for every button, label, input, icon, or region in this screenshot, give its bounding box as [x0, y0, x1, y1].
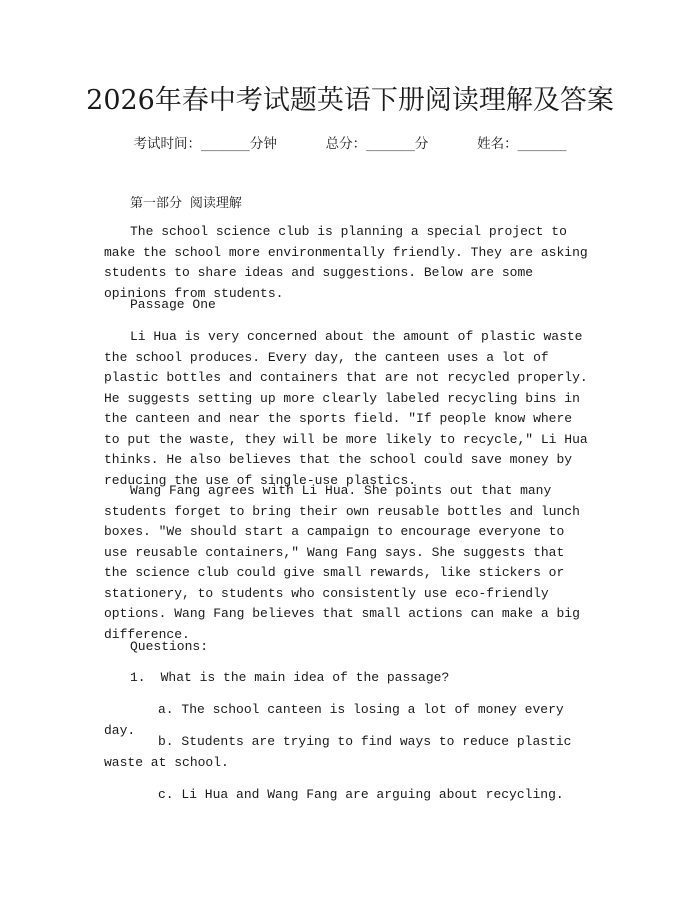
passage-label: Passage One	[130, 297, 216, 312]
question-number: 1.	[130, 670, 146, 685]
passage-paragraph-1: Li Hua is very concerned about the amount of plastic waste the school produces. Every day, the canteen uses a lot of plastic bottles and containers that are not recycled properly. He suggests setting up more clearly labeled recycling bins in the canteen and near the sports field. "If people know where to put the waste, they will be more likely to recycle," Li Hua thinks. He also believes that the school could save money by reducing the use of single-use plastics.	[104, 329, 588, 488]
questions-label: Questions:	[130, 639, 209, 654]
time-unit: 分钟	[249, 136, 277, 152]
question-1	[130, 668, 449, 689]
option-b: b. Students are trying to find ways to reduce plastic waste at school.	[104, 734, 572, 770]
passage-paragraph-2: Wang Fang agrees with Li Hua. She points out that many students forget to bring their own reusable bottles and lunch boxes. "We should start a campaign to encourage everyone to use reusable containers," Wang Fang says. She suggests that the science club could give small rewards, like stickers or stationery, to students who consistently use eco-friendly options. Wang Fang believes that small actions can make a big difference.	[104, 483, 580, 642]
time-blank: ______	[201, 136, 250, 152]
score-unit: 分	[414, 136, 429, 152]
option-c: c. Li Hua and Wang Fang are arguing about recycling.	[158, 787, 564, 802]
document-title: 2026年春中考试题英语下册阅读理解及答案	[86, 85, 614, 116]
name-label: 姓名：	[477, 136, 518, 152]
name-blank: ______	[517, 136, 567, 152]
intro-paragraph: The school science club is planning a special project to make the school more environmentally friendly. They are asking students to share ideas and suggestions. Below are some opinions from students.	[104, 224, 588, 301]
time-label: 考试时间：	[133, 136, 202, 152]
exam-info	[0, 132, 700, 152]
score-blank: ______	[366, 136, 415, 152]
option-a: a. The school canteen is losing a lot of money every day.	[104, 702, 564, 738]
score-label: 总分：	[325, 136, 367, 152]
question-text: What is the main idea of the passage?	[160, 670, 450, 685]
section-title: 第一部分 阅读理解	[130, 196, 242, 211]
